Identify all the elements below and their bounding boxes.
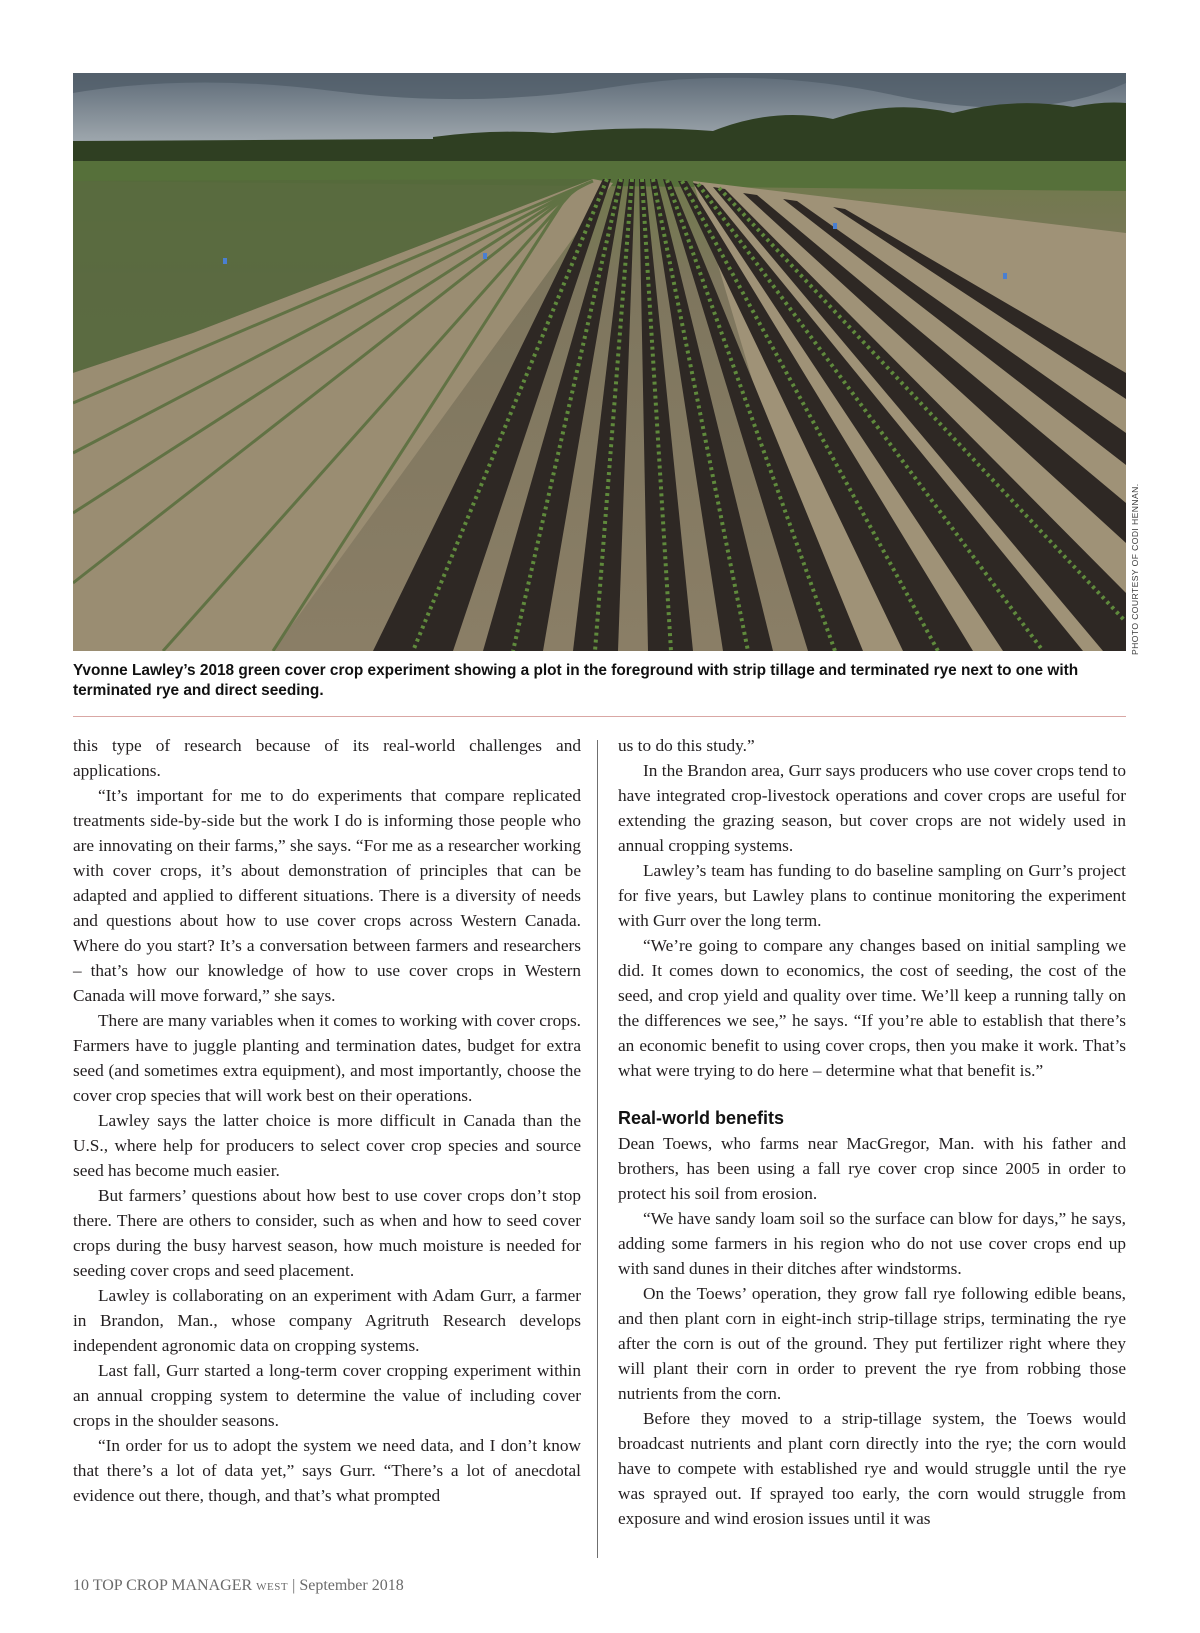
paragraph: this type of research because of its real-world challenges and applications. (73, 736, 581, 780)
paragraph: But farmers’ questions about how best to use cover crops don’t stop there. There are others to consider, such as when and how to seed cover crops during the busy harvest season, how much moisture is needed for seeding cover crops and seed placement. (73, 1186, 581, 1280)
paragraph: “We have sandy loam soil so the surface can blow for days,” he says, adding some farmers in his region who do not use cover crops end up with sand dunes in their ditches after windstorms. (618, 1209, 1126, 1278)
paragraph: There are many variables when it comes to working with cover crops. Farmers have to juggle planting and termination dates, budget for extra seed (and sometimes extra equipment), and most importantly, choose the cover crop species that will work best on their operations. (73, 1011, 581, 1105)
photo-caption: Yvonne Lawley’s 2018 green cover crop experiment showing a plot in the foreground with strip tillage and terminated rye next to one with terminated rye and direct seeding. (73, 662, 1079, 699)
cover-crop-photo (73, 73, 1126, 651)
section-heading: Real-world benefits (618, 1108, 785, 1128)
paragraph: Last fall, Gurr started a long-term cover cropping experiment within an annual cropping system to determine the value of including cover crops in the shoulder seasons. (73, 1361, 581, 1430)
column-divider (597, 740, 598, 1558)
paragraph: In the Brandon area, Gurr says producers who use cover crops tend to have integrated crop-livestock operations and cover crops are useful for extending the grazing season, but cover crops are not widely used in annual cropping systems. (618, 761, 1126, 855)
photo-credit: PHOTO COURTESY OF CODI HENNAN. (1130, 483, 1140, 655)
paragraph: Lawley says the latter choice is more difficult in Canada than the U.S., where help for producers to select cover crop species and source seed has become much easier. (73, 1111, 581, 1180)
paragraph: “It’s important for me to do experiments that compare replicated treatments side-by-side but the work I do is informing those people who are innovating on their farms,” she says. “For me as a researcher working with cover crops, it’s about demonstration of principles that can be adapted and applied to different situations. There is a diversity of needs and questions about how to use cover crops across Western Canada. Where do you start? It’s a conversation between farmers and researchers – that’s how our knowledge of how to use cover crops in Western Canada will move forward,” she says. (73, 786, 581, 1005)
magazine-name: TOP CROP MANAGER (92, 1577, 253, 1594)
paragraph: Before they moved to a strip-tillage system, the Toews would broadcast nutrients and plant corn directly into the rye; the corn would have to compete with established rye and would struggle until the rye was sprayed out. If sprayed too early, the corn would struggle from exposure and wind erosion issues until it was (618, 1409, 1126, 1528)
paragraph: “We’re going to compare any changes based on initial sampling we did. It comes down to economics, the cost of seeding, the cost of the seed, and crop yield and quality over time. We’ll keep a running tally on the differences we see,” he says. “If you’re able to establish that there’s an economic benefit to using cover crops, then you make it work. That’s what were trying to do here – determine what that benefit is.” (618, 936, 1126, 1080)
page-number: 10 (73, 1577, 89, 1594)
article-column-right (618, 733, 1126, 1531)
field-photo-illustration (73, 73, 1126, 651)
caption-divider (73, 716, 1126, 717)
article-column-left (73, 733, 581, 1508)
paragraph: “In order for us to adopt the system we need data, and I don’t know that there’s a lot of data yet,” says Gurr. “There’s a lot of anecdotal evidence out there, though, and that’s what prompted (73, 1436, 581, 1505)
paragraph: Lawley is collaborating on an experiment with Adam Gurr, a farmer in Brandon, Man., whose company Agritruth Research develops independent agronomic data on cropping systems. (73, 1286, 581, 1355)
footer-separator: | (292, 1577, 296, 1594)
paragraph: Lawley’s team has funding to do baseline sampling on Gurr’s project for five years, but Lawley plans to continue monitoring the experiment with Gurr over the long term. (618, 861, 1126, 930)
magazine-edition: WEST (256, 1581, 289, 1593)
paragraph: Dean Toews, who farms near MacGregor, Man. with his father and brothers, has been using a fall rye cover crop since 2005 in order to protect his soil from erosion. (618, 1134, 1126, 1203)
issue-date: September 2018 (299, 1577, 404, 1594)
paragraph: us to do this study.” (618, 736, 755, 755)
page-footer (73, 1576, 404, 1597)
paragraph: On the Toews’ operation, they grow fall rye following edible beans, and then plant corn in eight-inch strip-tillage strips, terminating the rye after the corn is out of the ground. They put fertilizer right where they will plant their corn in order to prevent the rye from robbing those nutrients from the corn. (618, 1284, 1126, 1403)
